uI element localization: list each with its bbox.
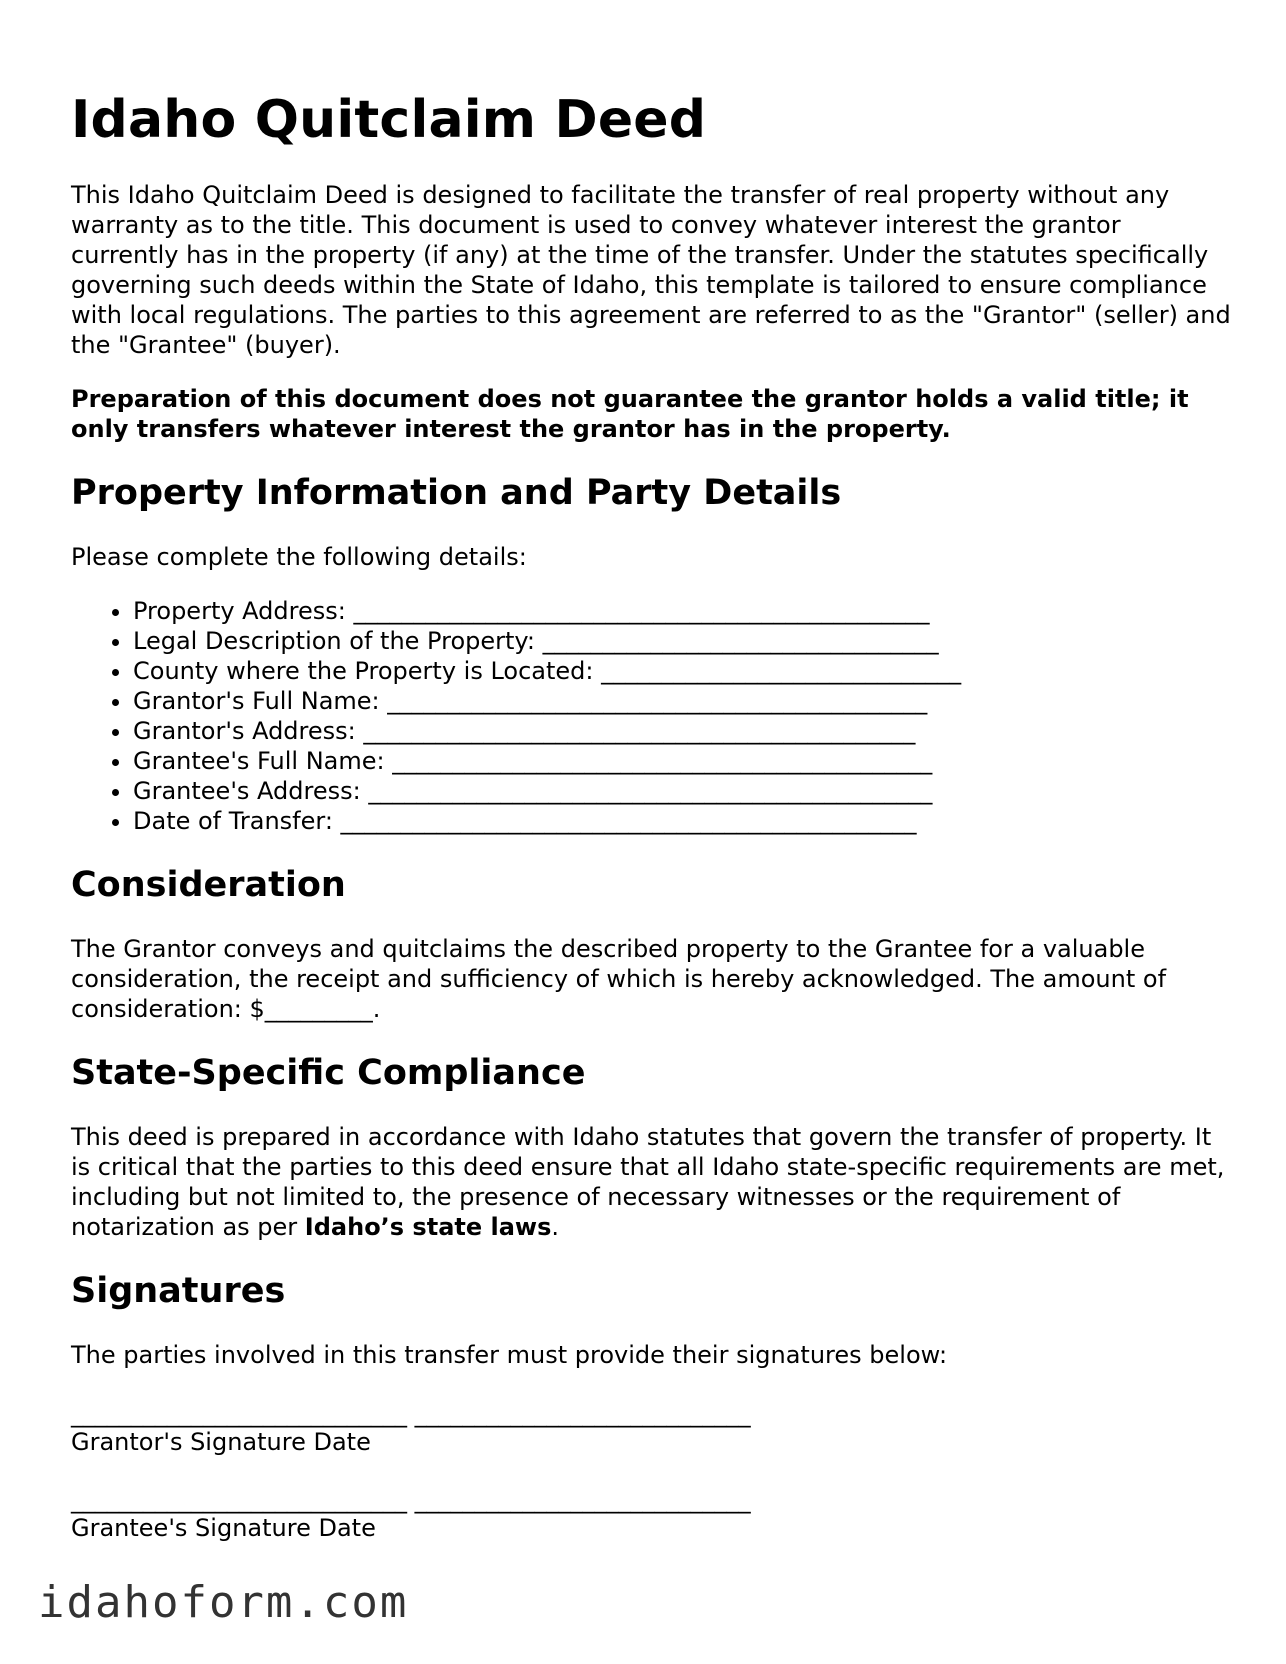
document-page	[71, 84, 1231, 1566]
grantor-signature-line[interactable]: ____________________________ ____________________________	[71, 1400, 751, 1428]
notice-paragraph: Preparation of this document does not guarantee the grantor holds a valid title; it only transfers whatever interest the grantor has in the property.	[71, 385, 1189, 443]
property-fields-list	[71, 596, 1231, 836]
grantor-signature-label: Grantor's Signature Date	[71, 1428, 371, 1456]
signatures-instruction: The parties involved in this transfer must provide their signatures below:	[71, 1341, 948, 1369]
field-property-address[interactable]: • Property Address: ________________________________________________	[133, 596, 1231, 626]
grantor-signature-block	[71, 1400, 1231, 1456]
property-section-heading: Property Information and Party Details	[71, 473, 842, 513]
grantee-signature-label: Grantee's Signature Date	[71, 1514, 376, 1542]
compliance-text: This deed is prepared in accordance with Idaho statutes that govern the transfer of property. It is critical that the parties to this deed ensure that all Idaho state-specific requirements are met, including but not limited to, the presence of necessary witnesses or the requirement of notarization as per	[71, 1123, 1225, 1241]
intro-paragraph: This Idaho Quitclaim Deed is designed to facilitate the transfer of real property without any warranty as to the title. This document is used to convey whatever interest the grantor currently has in the property (if any) at the time of the transfer. Under the statutes specifically governing such deeds within the State of Idaho, this template is tailored to ensure compliance with local regulations. The parties to this agreement are referred to as the "Grantor" (seller) and the "Grantee" (buyer).	[71, 181, 1231, 359]
field-grantor-name[interactable]: • Grantor's Full Name: _____________________________________________	[133, 686, 1231, 716]
property-instruction: Please complete the following details:	[71, 543, 527, 571]
field-date-of-transfer[interactable]: • Date of Transfer: ________________________________________________	[133, 806, 1231, 836]
grantee-signature-block	[71, 1486, 1231, 1542]
site-watermark: idahoform.com	[38, 1577, 409, 1628]
compliance-bold-text: Idaho’s state laws	[304, 1213, 552, 1241]
compliance-text-end: .	[551, 1213, 560, 1241]
compliance-paragraph	[71, 1122, 1231, 1242]
signatures-heading: Signatures	[71, 1271, 286, 1311]
field-grantee-address[interactable]: • Grantee's Address: _______________________________________________	[133, 776, 1231, 806]
field-legal-description[interactable]: • Legal Description of the Property: _________________________________	[133, 626, 1231, 656]
field-grantee-name[interactable]: • Grantee's Full Name: _____________________________________________	[133, 746, 1231, 776]
compliance-heading: State-Specific Compliance	[71, 1053, 586, 1093]
field-county[interactable]: • County where the Property is Located: ______________________________	[133, 656, 1231, 686]
consideration-paragraph: The Grantor conveys and quitclaims the described property to the Grantee for a valuable consideration, the receipt and sufficiency of which is hereby acknowledged. The amount of consideration: $_________.	[71, 935, 1167, 1023]
field-grantor-address[interactable]: • Grantor's Address: ______________________________________________	[133, 716, 1231, 746]
document-title: Idaho Quitclaim Deed	[71, 90, 707, 150]
consideration-heading: Consideration	[71, 865, 346, 905]
grantee-signature-line[interactable]: ____________________________ ____________________________	[71, 1486, 751, 1514]
